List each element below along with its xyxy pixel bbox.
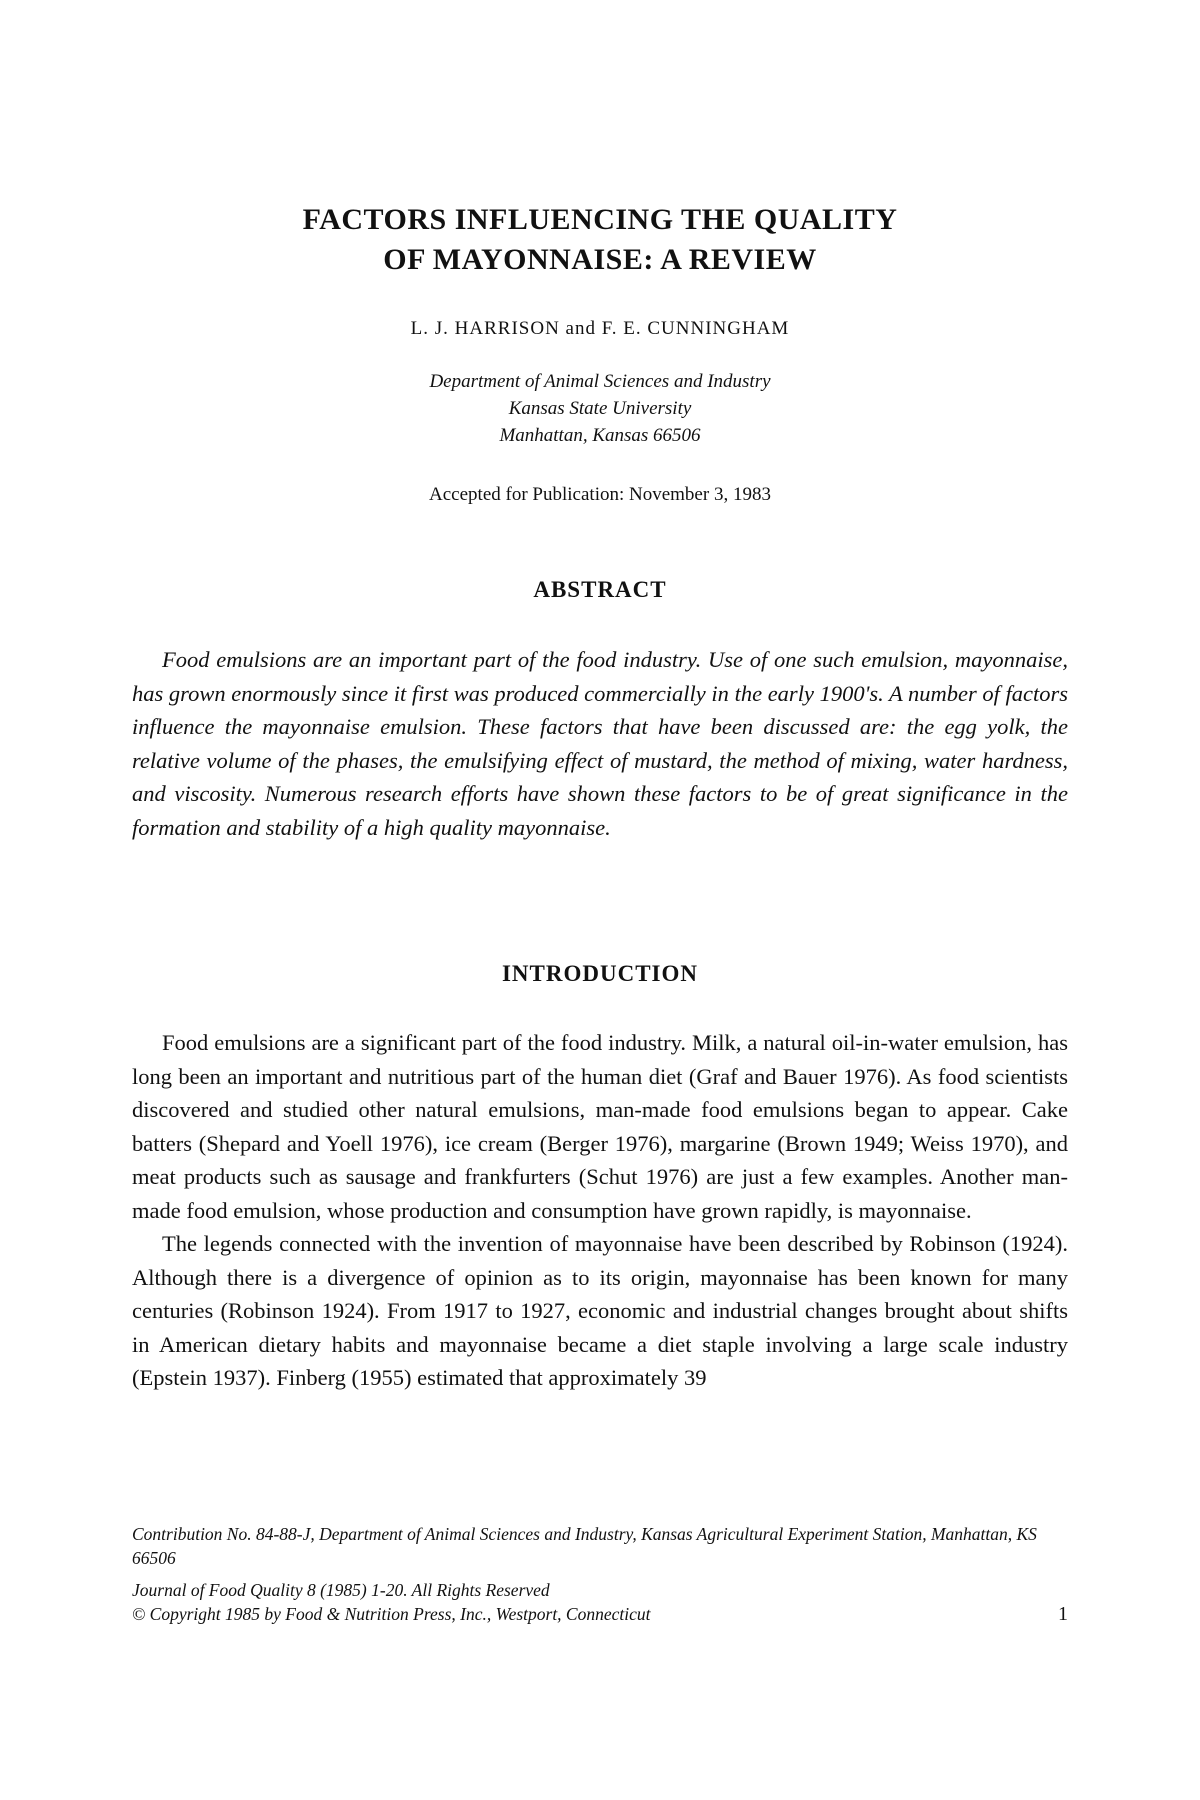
article-title (130, 200, 1070, 280)
footnotes (132, 1522, 1068, 1626)
title-line-1: FACTORS INFLUENCING THE QUALITY (302, 203, 898, 236)
abstract-text: Food emulsions are an important part of the food industry. Use of one such emulsion, mayonnaise, has grown enormously since it first was produced commercially in the early 1900's. A number of factors influence the mayonnaise emulsion. These factors that have been discussed are: the egg yolk, the relative volume of the phases, the emulsifying effect of mustard, the method of mixing, water hardness, and viscosity. Numerous research efforts have shown these factors to be of great significance in the formation and stability of a high quality mayonnaise. (132, 647, 1068, 840)
authors: L. J. HARRISON and F. E. CUNNINGHAM (410, 318, 790, 339)
introduction-paragraph-1: Food emulsions are a significant part of the food industry. Milk, a natural oil-in-water emulsion, has long been an important and nutritious part of the human diet (Graf and Bauer 1976). As food scientists discovered and studied other natural emulsions, man-made food emulsions began to appear. Cake batters (Shepard and Yoell 1976), ice cream (Berger 1976), margarine (Brown 1949; Weiss 1970), and meat products such as sausage and frankfurters (Schut 1976) are just a few examples. Another man-made food emulsion, whose production and consumption have grown rapidly, is mayonnaise. (132, 1030, 1068, 1223)
page-number: 1 (1058, 1603, 1068, 1625)
contribution-note: Contribution No. 84-88-J, Department of Animal Sciences and Industry, Kansas Agricultural Experiment Station, Manhattan, KS 66506 (132, 1524, 1037, 1568)
introduction-paragraph-2: The legends connected with the invention of mayonnaise have been described by Robinson (1924). Although there is a divergence of opinion as to its origin, mayonnaise has been known for many centuries (Robinson 1924). From 1917 to 1927, economic and industrial changes brought about shifts in American dietary habits and mayonnaise became a diet staple involving a large scale industry (Epstein 1937). Finberg (1955) estimated that approximately 39 (132, 1231, 1068, 1390)
copyright-notice: © Copyright 1985 by Food & Nutrition Press, Inc., Westport, Connecticut (132, 1604, 651, 1624)
introduction-body (132, 1026, 1068, 1395)
journal-citation: Journal of Food Quality 8 (1985) 1-20. All Rights Reserved (132, 1580, 550, 1600)
affiliation-university: Kansas State University (508, 398, 692, 419)
abstract-heading: ABSTRACT (533, 577, 667, 602)
affiliation-location: Manhattan, Kansas 66506 (499, 425, 701, 446)
affiliation-department: Department of Animal Sciences and Industry (429, 371, 771, 392)
accepted-date: Accepted for Publication: November 3, 1983 (429, 484, 771, 505)
affiliation (130, 368, 1070, 449)
title-line-2: OF MAYONNAISE: A REVIEW (383, 243, 817, 276)
journal-footer (132, 1578, 1068, 1626)
introduction-heading: INTRODUCTION (501, 961, 699, 986)
